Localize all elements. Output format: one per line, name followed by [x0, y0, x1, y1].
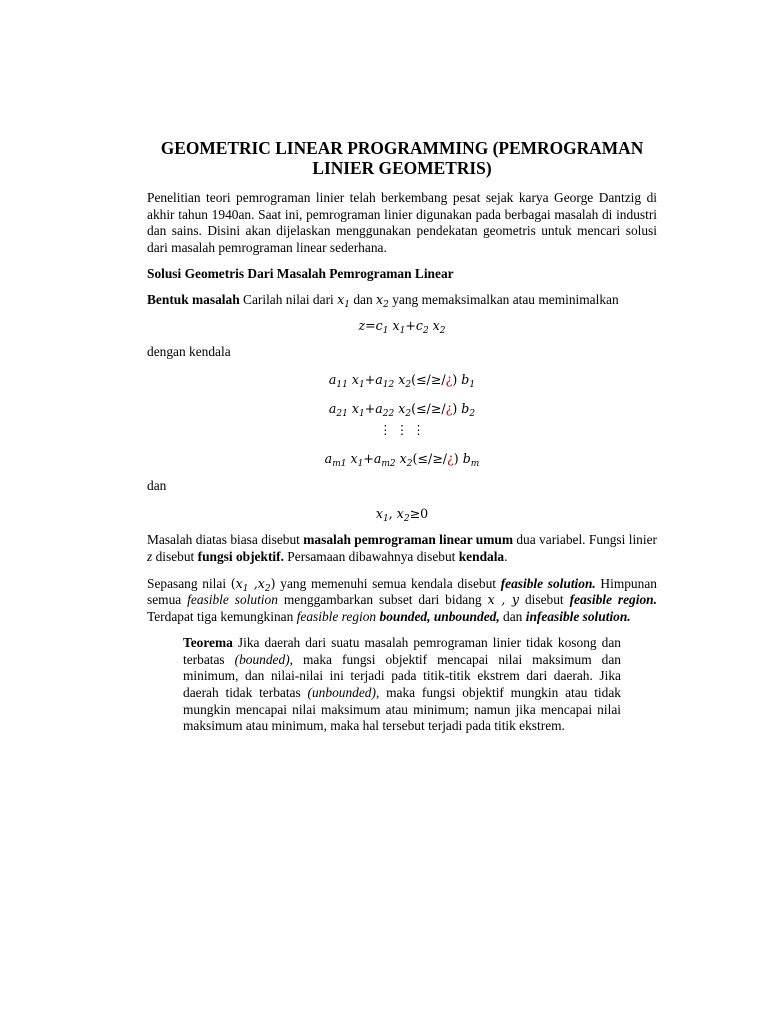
objective-equation: $z=c_1$ $x_1+c_2$ $x_2$	[358, 317, 446, 336]
var-x2: $x_2$	[376, 291, 389, 310]
p2-objective-term: fungsi objektif.	[197, 548, 284, 564]
constraints-label: dengan kendala	[147, 344, 231, 360]
p2-text-4: Persamaan dibawahnya disebut	[287, 548, 456, 564]
problem-statement	[147, 292, 657, 309]
theorem-bounded: (bounded)	[234, 651, 290, 667]
p3-feasible-region-term: feasible region.	[569, 592, 657, 608]
document-page	[147, 138, 657, 735]
and-label: dan	[147, 478, 167, 494]
paragraph-general-problem	[147, 532, 657, 565]
p3-infeasible-term: infeasible solution.	[525, 608, 631, 624]
theorem-block	[183, 635, 621, 735]
constraint-1: $a_{11}$ $x_1+a_{12}$ $x_2(\le/\ge/¿)$ $b_1$	[328, 371, 476, 390]
p3-text-7: dan	[503, 608, 523, 624]
theorem-text-3: , maka fungsi objektif mungkin atau tidak mungkin mencapai nilai maksimum atau minimum; namun jika mencapai nilai maksimum atau minimum, maka hal tersebut terjadi pada titik ekstrem.	[183, 685, 621, 734]
p3-text-3: Himpunan semua	[147, 575, 657, 608]
theorem-text-2: , maka fungsi objektif mencapai nilai maksimum dan minimum, dan nilai-nilai ini terjadi pada titik-titik ekstrem dari daerah. Jika daerah tidak terbatas	[183, 651, 621, 701]
constraint-m: $a_{m1}$ $x_1+a_{m2}$ $x_2(\le/\ge/¿)$ $b_m$	[324, 450, 480, 469]
p3-text-5: disebut	[524, 592, 564, 608]
theorem-label: Teorema	[183, 635, 233, 651]
p3-text-4: menggambarkan subset dari bidang	[283, 592, 482, 608]
nonnegativity-constraint: $x_1$, $x_2\ge 0$	[375, 505, 429, 524]
problem-text-a: Carilah nilai dari	[243, 291, 334, 307]
var-x1: $x_1$	[337, 291, 350, 310]
p3-feasible-solution-term: feasible solution.	[500, 575, 596, 591]
intro-paragraph: Penelitian teori pemrograman linier telah berkembang pesat sejak karya George Dantzig di akhir tahun 1940an. Saat ini, pemrograman linier digunakan pada berbagai masalah di industri dan sains. Disini akan dijelaskan menggunakan pendekatan geometris untuk mencari solusi dari masalah pemrograman linear sederhana.	[147, 190, 657, 255]
problem-label: Bentuk masalah	[147, 291, 240, 307]
theorem-text-1: Jika daerah dari suatu masalah pemrograman linier tidak kosong dan terbatas	[183, 635, 621, 667]
vertical-ellipsis: ⋮ ⋮ ⋮	[379, 421, 425, 437]
page-title: GEOMETRIC LINEAR PROGRAMMING (PEMROGRAMAN LINIER GEOMETRIS)	[160, 138, 644, 178]
p2-bold-term: masalah pemrograman linear umum	[303, 532, 513, 548]
p2-var-z: z	[147, 548, 153, 564]
theorem-unbounded: (unbounded)	[307, 685, 376, 701]
problem-text-b: dan	[353, 291, 373, 307]
p2-text-1: Masalah diatas biasa disebut	[147, 532, 300, 548]
p2-text-2: dua variabel. Fungsi linier	[516, 532, 657, 548]
p3-text-6: Terdapat tiga kemungkinan	[147, 608, 294, 624]
p3-feasible-region-italic: feasible region	[296, 608, 377, 624]
paragraph-feasible	[147, 576, 657, 626]
p3-feasible-solution-italic: feasible solution	[187, 592, 278, 608]
p2-constraint-term: kendala	[458, 548, 505, 564]
p2-text-5: .	[504, 548, 508, 564]
p3-text-2: yang memenuhi semua kendala disebut	[280, 575, 497, 591]
p3-text-1: Sepasang nilai	[147, 575, 227, 591]
problem-text-c: yang memaksimalkan atau meminimalkan	[392, 291, 619, 307]
section-heading: Solusi Geometris Dari Masalah Pemrograman Linear	[147, 266, 454, 282]
pair-x1-x2: ($x_1$ $,x_2$)	[230, 575, 276, 594]
p2-text-3: disebut	[155, 548, 195, 564]
p3-bounded-unbounded-term: bounded, unbounded,	[379, 608, 500, 624]
plane-xy: x , y	[487, 592, 519, 608]
constraint-2: $a_{21}$ $x_1+a_{22}$ $x_2(\le/\ge/¿)$ $b_2$	[328, 401, 476, 420]
